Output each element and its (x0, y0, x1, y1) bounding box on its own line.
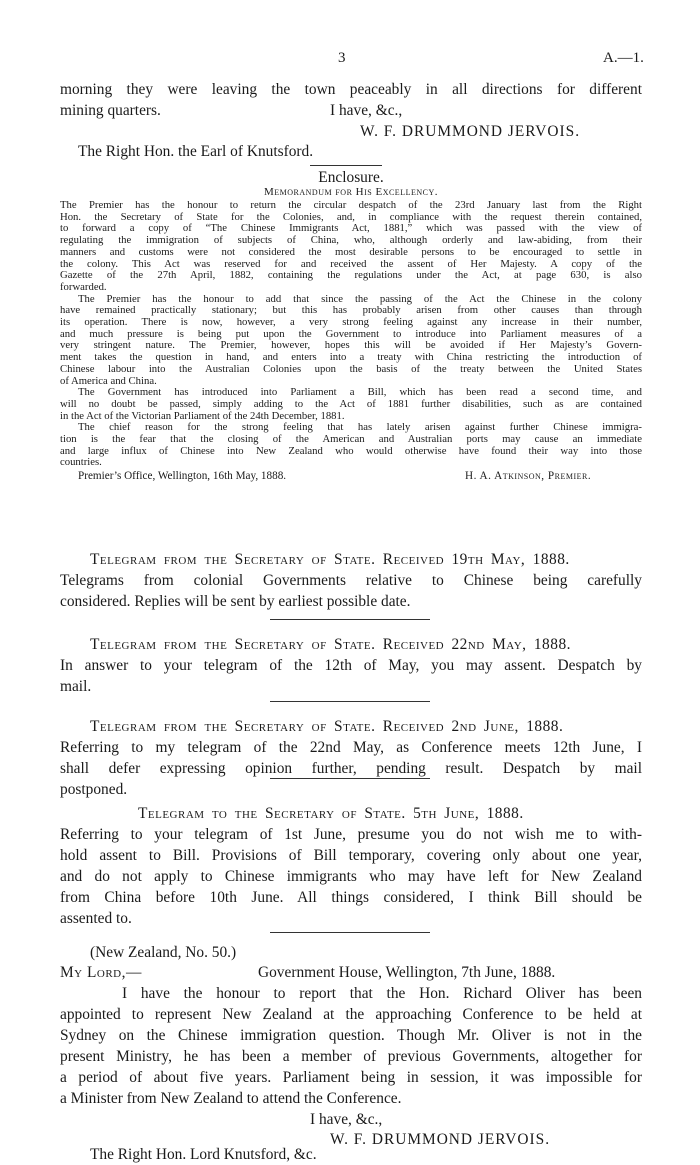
telegram-line: hold assent to Bill. Provisions of Bill temporary, covering only about one year, (60, 847, 642, 864)
telegram-line: from China before 10th June. All things considered, I think Bill should be (60, 889, 642, 906)
closing-line: I have, &c., (330, 102, 403, 119)
memo-line: Hon. the Secretary of State for the Colonies, and, in compliance with the request therein contained, (60, 210, 642, 223)
memo-line: regulating the immigration of subjects of China, who, although orderly and law-abiding, from their (60, 234, 642, 247)
addressee: The Right Hon. Lord Knutsford, &c. (90, 1146, 317, 1163)
memo-line: and much pressure is being put upon the Government to introduce into Parliament measures of a (60, 327, 642, 340)
page-number: 3 (338, 50, 346, 66)
telegram-line: shall defer expressing opinion further, pending result. Despatch by mail (60, 760, 642, 777)
memo-line: ment takes the question in hand, and enters into a treaty with China restricting the introduction of (60, 351, 642, 364)
closing-line: I have, &c., (310, 1111, 383, 1128)
telegram-heading: Telegram from the Secretary of State. Received 2nd June, 1888. (90, 718, 564, 735)
divider (270, 932, 430, 933)
memo-line: The chief reason for the strong feeling that has lately arisen against further Chinese immigra- (78, 421, 642, 434)
body-line: mining quarters. (60, 102, 161, 119)
signature: W. F. DRUMMOND JERVOIS. (360, 123, 581, 140)
telegram-heading: Telegram from the Secretary of State. Received 19th May, 1888. (90, 551, 570, 568)
memo-line: The Government has introduced into Parliament a Bill, which has been read a second time, and (78, 386, 642, 399)
memo-line: very stringent nature. The Premier, however, hopes this will be avoided if Her Majesty’s Govern- (60, 339, 642, 352)
memo-line: of America and China. (60, 374, 157, 387)
memo-line: will no doubt be passed, simply adding to the Act of 1881 further disabilities, such as are contained (60, 397, 642, 410)
telegram-line: considered. Replies will be sent by earliest possible date. (60, 593, 411, 610)
telegram-line: assented to. (60, 910, 132, 927)
memo-line: The Premier has the honour to return the circular despatch of the 23rd January last from the Right (60, 199, 642, 211)
telegram-line: mail. (60, 678, 92, 695)
premier-signature: H. A. Atkinson, Premier. (465, 470, 592, 482)
memo-line: The Premier has the honour to add that since the passing of the Act the Chinese in the colony (78, 292, 642, 305)
letter-line: appointed to represent New Zealand at the approaching Conference to be held at (60, 1006, 642, 1023)
telegram-line: Telegrams from colonial Governments relative to Chinese being carefully (60, 572, 642, 589)
memo-line: in the Act of the Victorian Parliament of the 24th December, 1881. (60, 409, 345, 422)
telegram-line: Referring to my telegram of the 22nd May, as Conference meets 12th June, I (60, 739, 642, 756)
memo-line: forwarded. (60, 280, 107, 293)
letter-line: present Ministry, he has been a member of previous Governments, altogether for (60, 1048, 642, 1065)
letter-line: Sydney on the Chinese immigration question. Though Mr. Oliver is not in the (60, 1027, 642, 1044)
body-line: morning they were leaving the town peaceably in all directions for different (60, 81, 642, 98)
telegram-heading: Telegram from the Secretary of State. Received 22nd May, 1888. (90, 636, 571, 653)
document-reference: A.—1. (603, 50, 644, 66)
memo-line: manners and customs were not considered the most desirable persons to be encouraged to settle in (60, 245, 642, 258)
memorandum-title: Memorandum for His Excellency. (263, 186, 438, 198)
divider (310, 165, 382, 166)
letter-line: I have the honour to report that the Hon. Richard Oliver has been (122, 985, 642, 1002)
letter-line: a Minister from New Zealand to attend the Conference. (60, 1090, 402, 1107)
telegram-heading: Telegram to the Secretary of State. 5th June, 1888. (138, 805, 524, 822)
enclosure-heading: Enclosure. (318, 169, 384, 186)
office-dateline: Premier’s Office, Wellington, 16th May, 1888. (78, 470, 287, 482)
divider (270, 619, 430, 620)
signature: W. F. DRUMMOND JERVOIS. (330, 1131, 551, 1148)
memo-line: the colony. This Act was reserved for and received the assent of Her Majesty. A copy of the (60, 257, 642, 270)
memo-line: Chinese labour into the Australian Colonies upon the basis of the treaty between the United States (60, 362, 642, 375)
memo-line: tion is the fear that the closing of the American and Australian ports may cause an immediate (60, 433, 642, 445)
despatch-number: (New Zealand, No. 50.) (90, 944, 237, 961)
salutation: My Lord,— (60, 964, 142, 981)
memo-line: countries. (60, 456, 102, 469)
memo-line: its operation. There is now, however, a very strong feeling against any increase in their number, (60, 316, 642, 328)
memo-line: to forward a copy of “The Chinese Immigrants Act, 1881,” which was passed with the view of (60, 222, 642, 235)
telegram-line: postponed. (60, 781, 128, 798)
memo-line: Gazette of the 27th April, 1882, containing the regulations under the Act, at page 630, is also (60, 269, 642, 282)
telegram-line: In answer to your telegram of the 12th of May, you may assent. Despatch by (60, 657, 642, 674)
telegram-line: Referring to your telegram of 1st June, presume you do not wish me to with- (60, 826, 642, 843)
divider (270, 778, 430, 779)
divider (270, 701, 430, 702)
memo-line: and large influx of Chinese into New Zealand who would otherwise have found their way into those (60, 444, 642, 457)
letter-line: a period of about five years. Parliament being in session, it was impossible for (60, 1069, 642, 1086)
letter-dateline: Government House, Wellington, 7th June, 1888. (258, 964, 556, 981)
telegram-line: and do not apply to Chinese immigrants who may have left for New Zealand (60, 868, 642, 885)
addressee: The Right Hon. the Earl of Knutsford. (78, 143, 314, 160)
memo-line: have remained practically stationary; but this has probably arisen from other causes than through (60, 304, 642, 317)
